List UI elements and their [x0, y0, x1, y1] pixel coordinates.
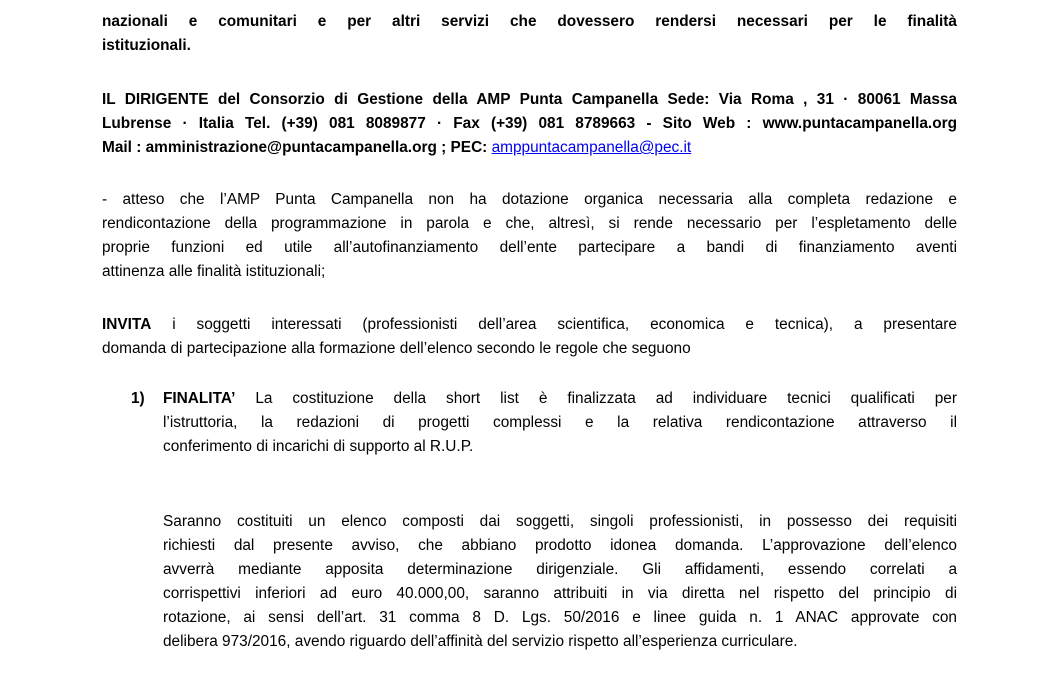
paragraph-line: richiesti dal presente avviso, che abbiano prodotto idonea domanda. L’approvazione dell’elenco [163, 537, 957, 554]
paragraph-atteso [102, 188, 957, 284]
paragraph-line [102, 313, 957, 337]
invita-text: i soggetti interessati (professionisti dell’area scientifica, economica e tecnica), a presentare [151, 316, 957, 333]
finalita-text: La costituzione della short list è finalizzata ad individuare tecnici qualificati per [235, 390, 957, 407]
paragraph-dirigente [102, 88, 957, 160]
paragraph-line: attinenza alle finalità istituzionali; [102, 263, 326, 280]
paragraph-line: rotazione, ai sensi dell’art. 31 comma 8 D. Lgs. 50/2016 e linee guida n. 1 ANAC approvate con [163, 609, 957, 626]
paragraph-line: Saranno costituiti un elenco composti dai soggetti, singoli professionisti, in possesso dei requisiti [163, 513, 957, 530]
paragraph-line: rendicontazione della programmazione in parola e che, altresì, si rende necessario per l’espletamento delle [102, 215, 957, 232]
paragraph-line: corrispettivi inferiori ad euro 40.000,00, saranno attribuiti in via diretta nel rispetto del principio di [163, 585, 957, 602]
mail-text: Mail : amministrazione@puntacampanella.org ; PEC: [102, 139, 492, 156]
finalita-label: FINALITA’ [163, 390, 236, 407]
paragraph-line: Lubrense · Italia Tel. (+39) 081 8089877 · Fax (+39) 081 8789663 - Sito Web : www.puntacampanella.org [102, 115, 957, 132]
paragraph-line: nazionali e comunitari e per altri servizi che dovessero rendersi necessari per le finalità [102, 13, 957, 30]
paragraph-line [163, 387, 957, 411]
paragraph-line [102, 136, 957, 160]
paragraph-line: delibera 973/2016, avendo riguardo dell’affinità del servizio rispetto all’esperienza curriculare. [163, 633, 798, 650]
paragraph-line: avverrà mediante apposita determinazione dirigenziale. Gli affidamenti, essendo correlati a [163, 561, 957, 578]
paragraph-line: conferimento di incarichi di supporto al R.U.P. [163, 438, 474, 455]
cropped-top-line [102, 0, 957, 6]
paragraph-invita [102, 313, 957, 361]
list-number: 1) [131, 390, 145, 407]
paragraph-line: IL DIRIGENTE del Consorzio di Gestione della AMP Punta Campanella Sede: Via Roma , 31 · 80061 Massa [102, 91, 957, 108]
paragraph-line: proprie funzioni ed utile all’autofinanziamento dell’ente partecipare a bandi di finanziamento aventi [102, 239, 957, 256]
paragraph-line: l’istruttoria, la redazioni di progetti complessi e la relativa rendicontazione attraverso il [163, 414, 957, 431]
cropped-top-line-text [102, 0, 957, 6]
invita-label: INVITA [102, 316, 152, 333]
paragraph-line: istituzionali. [102, 37, 191, 54]
paragraph-line: - atteso che l’AMP Punta Campanella non ha dotazione organica necessaria alla completa redazione e [102, 191, 957, 208]
list-item-finalita [163, 387, 957, 459]
pec-email-link[interactable]: amppuntacampanella@pec.it [491, 139, 692, 156]
paragraph-intro-continuation [102, 10, 957, 58]
paragraph-elenco [163, 510, 957, 654]
paragraph-line: domanda di partecipazione alla formazione dell’elenco secondo le regole che seguono [102, 340, 691, 357]
